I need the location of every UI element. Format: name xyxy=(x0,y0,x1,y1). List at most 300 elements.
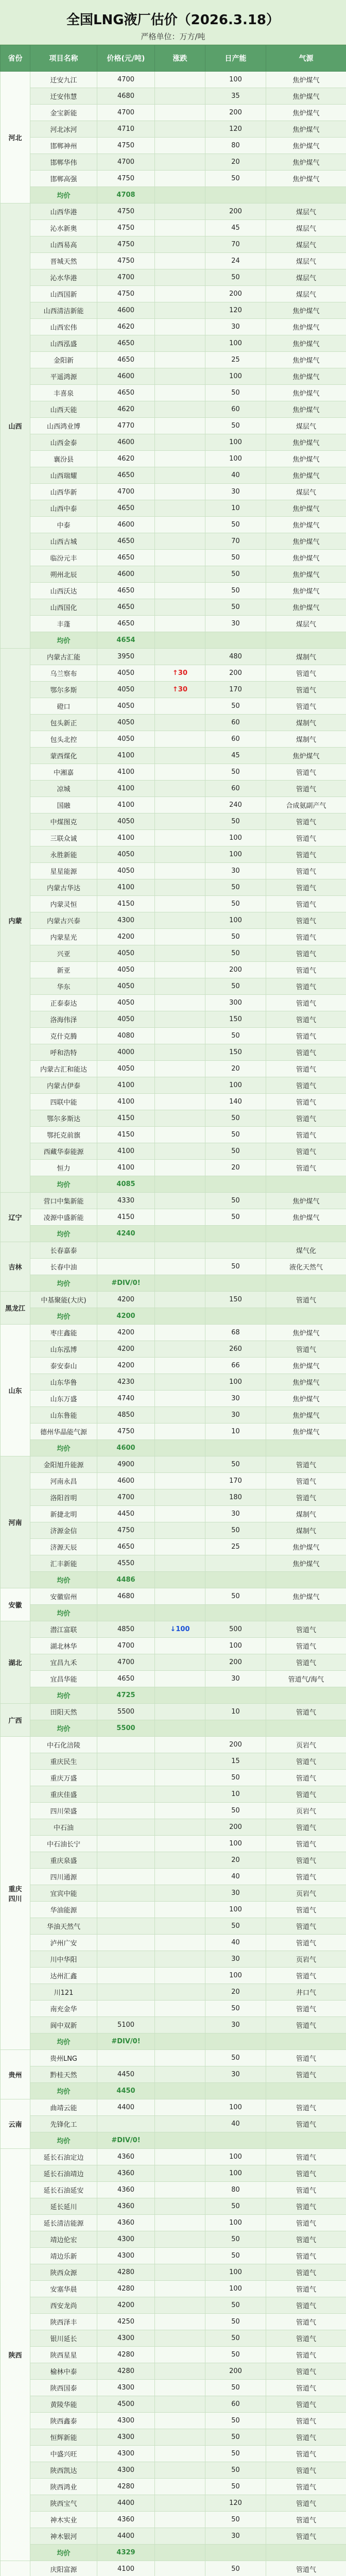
change-cell xyxy=(155,1374,205,1391)
project-name-cell: 山西瑞耀 xyxy=(30,467,97,484)
table-row xyxy=(1,2413,346,2429)
table-row xyxy=(1,929,346,945)
price-cell: 4200 xyxy=(97,2297,155,2314)
price-cell: 4200 xyxy=(97,929,155,945)
empty-cell xyxy=(155,187,205,204)
capacity-cell: 200 xyxy=(205,286,266,302)
source-cell: 焦炉煤气 xyxy=(266,748,346,764)
average-value: 4654 xyxy=(97,632,155,649)
source-cell: 管道气 xyxy=(266,896,346,912)
table-row xyxy=(1,764,346,781)
project-name-cell: 川中华阳 xyxy=(30,1951,97,1968)
capacity-cell: 200 xyxy=(205,1819,266,1836)
source-cell: 管道气 xyxy=(266,863,346,879)
project-name-cell: 山西华新 xyxy=(30,484,97,500)
table-row xyxy=(1,945,346,962)
source-cell: 管道气 xyxy=(266,1292,346,1308)
price-cell: 4620 xyxy=(97,401,155,418)
project-name-cell: 山西国化 xyxy=(30,599,97,616)
table-row xyxy=(1,2165,346,2182)
average-value: 4708 xyxy=(97,187,155,204)
province-cell: 山西 xyxy=(1,204,30,649)
change-cell xyxy=(155,418,205,434)
empty-cell xyxy=(205,1572,266,1588)
price-cell: 4450 xyxy=(97,1506,155,1522)
price-cell: 4750 xyxy=(97,171,155,187)
source-cell: 焦炉煤气 xyxy=(266,171,346,187)
capacity-cell: 30 xyxy=(205,1407,266,1423)
change-cell xyxy=(155,1506,205,1522)
source-cell: 管道气 xyxy=(266,1918,346,1935)
change-cell xyxy=(155,962,205,978)
change-cell xyxy=(155,1423,205,1440)
change-cell xyxy=(155,583,205,599)
capacity-cell: 50 xyxy=(205,550,266,566)
capacity-cell: 20 xyxy=(205,1984,266,2001)
project-name-cell: 黄陵华能 xyxy=(30,2396,97,2413)
average-value: 4329 xyxy=(97,2545,155,2561)
change-cell xyxy=(155,88,205,105)
capacity-cell: 50 xyxy=(205,764,266,781)
empty-cell xyxy=(205,1440,266,1456)
source-cell: 煤制气 xyxy=(266,649,346,665)
project-name-cell: 陕西泽丰 xyxy=(30,2314,97,2330)
source-cell: 焦炉煤气 xyxy=(266,1325,346,1341)
capacity-cell: 50 xyxy=(205,1127,266,1143)
price-cell: 4200 xyxy=(97,1292,155,1308)
header-change: 涨跌 xyxy=(155,45,205,72)
province-cell: 吉林 xyxy=(1,1242,30,1292)
capacity-cell: 35 xyxy=(205,88,266,105)
change-cell xyxy=(155,1786,205,1803)
capacity-cell: 50 xyxy=(205,2050,266,2066)
average-row xyxy=(1,1440,346,1456)
change-cell xyxy=(155,1325,205,1341)
change-cell xyxy=(155,467,205,484)
project-name-cell: 乌兰察布 xyxy=(30,665,97,682)
average-value: 4486 xyxy=(97,1572,155,1588)
change-cell xyxy=(155,2198,205,2215)
change-cell xyxy=(155,2149,205,2165)
table-row xyxy=(1,1588,346,1605)
project-name-cell: 朔州北辰 xyxy=(30,566,97,583)
price-cell: 4050 xyxy=(97,682,155,698)
source-cell: 管道气 xyxy=(266,1621,346,1638)
change-cell xyxy=(155,1028,205,1044)
project-name-cell: 山西国新 xyxy=(30,286,97,302)
project-name-cell: 中基聚能(大庆) xyxy=(30,1292,97,1308)
project-name-cell: 山西天能 xyxy=(30,401,97,418)
price-cell xyxy=(97,1819,155,1836)
price-cell: 4050 xyxy=(97,698,155,715)
price-cell: 4700 xyxy=(97,1489,155,1506)
capacity-cell: 68 xyxy=(205,1325,266,1341)
price-cell: 4650 xyxy=(97,583,155,599)
table-row xyxy=(1,962,346,978)
capacity-cell: 10 xyxy=(205,1786,266,1803)
capacity-cell: 80 xyxy=(205,138,266,154)
table-row xyxy=(1,2380,346,2396)
price-cell: 4050 xyxy=(97,665,155,682)
change-cell xyxy=(155,2380,205,2396)
change-cell xyxy=(155,2314,205,2330)
change-cell xyxy=(155,1984,205,2001)
capacity-cell: 50 xyxy=(205,2479,266,2495)
price-cell: 4450 xyxy=(97,2066,155,2083)
change-cell xyxy=(155,204,205,220)
change-cell xyxy=(155,2001,205,2017)
change-cell xyxy=(155,1951,205,1968)
price-cell: 4700 xyxy=(97,484,155,500)
project-name-cell: 洛阳首明 xyxy=(30,1489,97,1506)
average-value: 4200 xyxy=(97,1308,155,1325)
source-cell: 管道气 xyxy=(266,2149,346,2165)
capacity-cell: 50 xyxy=(205,1918,266,1935)
source-cell: 管道气 xyxy=(266,1654,346,1671)
average-value xyxy=(97,1605,155,1621)
price-cell: 4300 xyxy=(97,912,155,929)
price-cell: 4100 xyxy=(97,1160,155,1176)
source-cell: 焦炉煤气 xyxy=(266,1358,346,1374)
empty-cell xyxy=(266,2132,346,2149)
change-cell xyxy=(155,319,205,335)
capacity-cell: 50 xyxy=(205,879,266,896)
project-name-cell: 永胜新能 xyxy=(30,846,97,863)
source-cell: 管道气 xyxy=(266,781,346,797)
capacity-cell: 260 xyxy=(205,1341,266,1358)
table-row xyxy=(1,368,346,385)
table-row xyxy=(1,1852,346,1869)
project-name-cell: 神木银河 xyxy=(30,2528,97,2545)
source-cell: 焦炉煤气 xyxy=(266,138,346,154)
source-cell: 煤气化 xyxy=(266,1242,346,1259)
header-capacity: 日产能 xyxy=(205,45,266,72)
capacity-cell: 25 xyxy=(205,352,266,368)
project-name-cell: 星星能源 xyxy=(30,863,97,879)
table-row xyxy=(1,1753,346,1770)
price-cell: 4050 xyxy=(97,715,155,731)
empty-cell xyxy=(155,1605,205,1621)
average-value: 4085 xyxy=(97,1176,155,1193)
header-project: 项目名称 xyxy=(30,45,97,72)
price-cell: 4600 xyxy=(97,1473,155,1489)
table-row xyxy=(1,2429,346,2446)
change-cell xyxy=(155,2231,205,2248)
table-row xyxy=(1,1242,346,1259)
empty-cell xyxy=(205,2545,266,2561)
change-cell xyxy=(155,1077,205,1094)
table-row xyxy=(1,517,346,533)
empty-cell xyxy=(205,1176,266,1193)
table-row xyxy=(1,1638,346,1654)
capacity-cell: 50 xyxy=(205,2561,266,2576)
change-cell xyxy=(155,1407,205,1423)
empty-cell xyxy=(266,1308,346,1325)
table-row xyxy=(1,863,346,879)
capacity-cell: 150 xyxy=(205,1011,266,1028)
table-row xyxy=(1,2182,346,2198)
price-cell: 4280 xyxy=(97,2363,155,2380)
price-cell: 4360 xyxy=(97,2198,155,2215)
table-row xyxy=(1,2495,346,2512)
page-title: 全国LNG液厂估价（2026.3.18） xyxy=(66,12,280,28)
table-row xyxy=(1,2281,346,2297)
price-cell: 4650 xyxy=(97,335,155,352)
capacity-cell: 60 xyxy=(205,715,266,731)
empty-cell xyxy=(266,1176,346,1193)
capacity-cell: 120 xyxy=(205,302,266,319)
table-row xyxy=(1,401,346,418)
header-gas-source: 气源 xyxy=(266,45,346,72)
project-name-cell: 山西清洁新能 xyxy=(30,302,97,319)
capacity-cell: 100 xyxy=(205,451,266,467)
capacity-cell: 20 xyxy=(205,1061,266,1077)
change-cell xyxy=(155,764,205,781)
source-cell: 管道气 xyxy=(266,1770,346,1786)
change-cell xyxy=(155,1292,205,1308)
table-row xyxy=(1,1028,346,1044)
source-cell: 管道气 xyxy=(266,912,346,929)
price-cell: 4650 xyxy=(97,352,155,368)
empty-cell xyxy=(155,1308,205,1325)
price-cell: 4150 xyxy=(97,896,155,912)
project-name-cell: 陕西众源 xyxy=(30,2264,97,2281)
average-row xyxy=(1,2545,346,2561)
average-label: 均价 xyxy=(30,1275,97,1292)
price-cell: 4280 xyxy=(97,2264,155,2281)
source-cell: 焦炉煤气 xyxy=(266,451,346,467)
change-cell xyxy=(155,1770,205,1786)
table-row xyxy=(1,1325,346,1341)
empty-cell xyxy=(266,187,346,204)
change-cell xyxy=(155,2446,205,2462)
change-cell xyxy=(155,698,205,715)
table-row xyxy=(1,451,346,467)
table-row xyxy=(1,830,346,846)
source-cell: 焦炉煤气 xyxy=(266,550,346,566)
capacity-cell: 30 xyxy=(205,1885,266,1902)
empty-cell xyxy=(205,2083,266,2099)
change-cell xyxy=(155,368,205,385)
price-cell xyxy=(97,1803,155,1819)
change-cell xyxy=(155,2396,205,2413)
table-row xyxy=(1,814,346,830)
change-cell xyxy=(155,401,205,418)
table-row xyxy=(1,1555,346,1572)
project-name-cell: 迁安九江 xyxy=(30,72,97,88)
table-row xyxy=(1,846,346,863)
price-cell xyxy=(97,1902,155,1918)
table-row xyxy=(1,2215,346,2231)
price-cell: 4600 xyxy=(97,368,155,385)
table-row xyxy=(1,1522,346,1539)
price-cell: 4100 xyxy=(97,748,155,764)
price-cell: 4700 xyxy=(97,1638,155,1654)
table-row xyxy=(1,1473,346,1489)
project-name-cell: 汇丰新能 xyxy=(30,1555,97,1572)
capacity-cell: 50 xyxy=(205,698,266,715)
project-name-cell: 长春中油 xyxy=(30,1259,97,1275)
source-cell: 煤层气 xyxy=(266,286,346,302)
empty-cell xyxy=(205,1720,266,1737)
project-name-cell: 陕西鸿业 xyxy=(30,2479,97,2495)
source-cell: 煤制气 xyxy=(266,1522,346,1539)
change-cell xyxy=(155,533,205,550)
table-row xyxy=(1,583,346,599)
province-cell: 河南 xyxy=(1,1456,30,1588)
source-cell: 焦炉煤气 xyxy=(266,105,346,121)
price-cell: 4050 xyxy=(97,1061,155,1077)
average-value: 4240 xyxy=(97,1226,155,1242)
change-cell xyxy=(155,1935,205,1951)
table-row xyxy=(1,2198,346,2215)
project-name-cell: 华油能源 xyxy=(30,1902,97,1918)
table-row xyxy=(1,352,346,368)
table-row xyxy=(1,171,346,187)
change-cell xyxy=(155,484,205,500)
capacity-cell: 50 xyxy=(205,269,266,286)
price-cell: 4400 xyxy=(97,2495,155,2512)
change-cell xyxy=(155,451,205,467)
average-label: 均价 xyxy=(30,1572,97,1588)
source-cell: 管道气 xyxy=(266,2413,346,2429)
table-row xyxy=(1,1143,346,1160)
project-name-cell: 宜宾中能 xyxy=(30,1885,97,1902)
change-cell xyxy=(155,929,205,945)
table-row xyxy=(1,1407,346,1423)
table-row xyxy=(1,1671,346,1687)
price-cell: 4200 xyxy=(97,1358,155,1374)
project-name-cell: 西藏华泰能源 xyxy=(30,1143,97,1160)
project-name-cell: 泰安泰山 xyxy=(30,1358,97,1374)
table-row xyxy=(1,649,346,665)
source-cell: 管道气 xyxy=(266,1011,346,1028)
change-cell xyxy=(155,748,205,764)
price-cell: 4750 xyxy=(97,1423,155,1440)
change-cell: ↓100 xyxy=(155,1621,205,1638)
project-name-cell: 四川荣盛 xyxy=(30,1803,97,1819)
capacity-cell: 100 xyxy=(205,1077,266,1094)
capacity-cell: 45 xyxy=(205,748,266,764)
table-row xyxy=(1,1786,346,1803)
average-label: 均价 xyxy=(30,2545,97,2561)
table-row xyxy=(1,1737,346,1753)
project-name-cell: 曲靖云能 xyxy=(30,2099,97,2116)
source-cell: 管道气 xyxy=(266,1110,346,1127)
change-cell xyxy=(155,1209,205,1226)
source-cell: 合成氨副产气 xyxy=(266,797,346,814)
project-name-cell: 内蒙古汇和能达 xyxy=(30,1061,97,1077)
source-cell: 煤层气 xyxy=(266,253,346,269)
change-cell xyxy=(155,1143,205,1160)
source-cell: 煤层气 xyxy=(266,220,346,236)
source-cell: 管道气 xyxy=(266,2446,346,2462)
source-cell: 页岩气 xyxy=(266,1737,346,1753)
price-cell: 4100 xyxy=(97,781,155,797)
capacity-cell: 50 xyxy=(205,978,266,995)
project-name-cell: 包头北控 xyxy=(30,731,97,748)
average-row xyxy=(1,632,346,649)
change-cell xyxy=(155,72,205,88)
project-name-cell: 河南永昌 xyxy=(30,1473,97,1489)
price-cell: 4050 xyxy=(97,995,155,1011)
change-cell xyxy=(155,814,205,830)
source-cell: 管道气 xyxy=(266,1852,346,1869)
capacity-cell: 50 xyxy=(205,2198,266,2215)
table-row xyxy=(1,1011,346,1028)
source-cell: 焦炉煤气 xyxy=(266,583,346,599)
change-cell xyxy=(155,1885,205,1902)
capacity-cell: 50 xyxy=(205,2380,266,2396)
empty-cell xyxy=(266,1275,346,1292)
source-cell: 焦炉煤气 xyxy=(266,302,346,319)
average-row xyxy=(1,1226,346,1242)
capacity-cell: 50 xyxy=(205,1803,266,1819)
change-cell xyxy=(155,2099,205,2116)
table-row xyxy=(1,2479,346,2495)
average-value: 4450 xyxy=(97,2083,155,2099)
price-cell: 4050 xyxy=(97,962,155,978)
source-cell: 管道气 xyxy=(266,2297,346,2314)
change-cell xyxy=(155,2561,205,2576)
province-cell: 湖北 xyxy=(1,1621,30,1704)
project-name-cell: 黔桂天然 xyxy=(30,2066,97,2083)
empty-cell xyxy=(155,1176,205,1193)
source-cell: 管道气 xyxy=(266,2462,346,2479)
change-cell xyxy=(155,1358,205,1374)
change-cell xyxy=(155,649,205,665)
change-cell xyxy=(155,1836,205,1852)
average-label: 均价 xyxy=(30,2132,97,2149)
capacity-cell: 50 xyxy=(205,1588,266,1605)
table-row xyxy=(1,2066,346,2083)
change-cell xyxy=(155,1753,205,1770)
project-name-cell: 重庆佳盛 xyxy=(30,1786,97,1803)
change-cell xyxy=(155,1094,205,1110)
source-cell: 焦炉煤气 xyxy=(266,1555,346,1572)
capacity-cell: 50 xyxy=(205,945,266,962)
change-cell xyxy=(155,715,205,731)
project-name-cell: 山西中泰 xyxy=(30,500,97,517)
project-name-cell: 银川延长 xyxy=(30,2330,97,2347)
change-cell xyxy=(155,385,205,401)
change-cell xyxy=(155,121,205,138)
project-name-cell: 新亚 xyxy=(30,962,97,978)
empty-cell xyxy=(155,1275,205,1292)
table-row xyxy=(1,616,346,632)
capacity-cell: 24 xyxy=(205,253,266,269)
capacity-cell: 40 xyxy=(205,1935,266,1951)
table-row xyxy=(1,1654,346,1671)
project-name-cell: 沁水华港 xyxy=(30,269,97,286)
capacity-cell: 100 xyxy=(205,368,266,385)
price-cell: 4600 xyxy=(97,566,155,583)
table-row xyxy=(1,1836,346,1852)
project-name-cell: 邯郸高强 xyxy=(30,171,97,187)
change-cell xyxy=(155,1737,205,1753)
price-cell: 4680 xyxy=(97,88,155,105)
capacity-cell: 50 xyxy=(205,2231,266,2248)
table-row xyxy=(1,1869,346,1885)
project-name-cell: 国融 xyxy=(30,797,97,814)
project-name-cell: 陕西星星 xyxy=(30,2347,97,2363)
table-row xyxy=(1,665,346,682)
source-cell: 焦炉煤气 xyxy=(266,352,346,368)
average-row xyxy=(1,1308,346,1325)
source-cell: 管道气 xyxy=(266,2561,346,2576)
source-cell: 管道气 xyxy=(266,2198,346,2215)
table-row xyxy=(1,2149,346,2165)
